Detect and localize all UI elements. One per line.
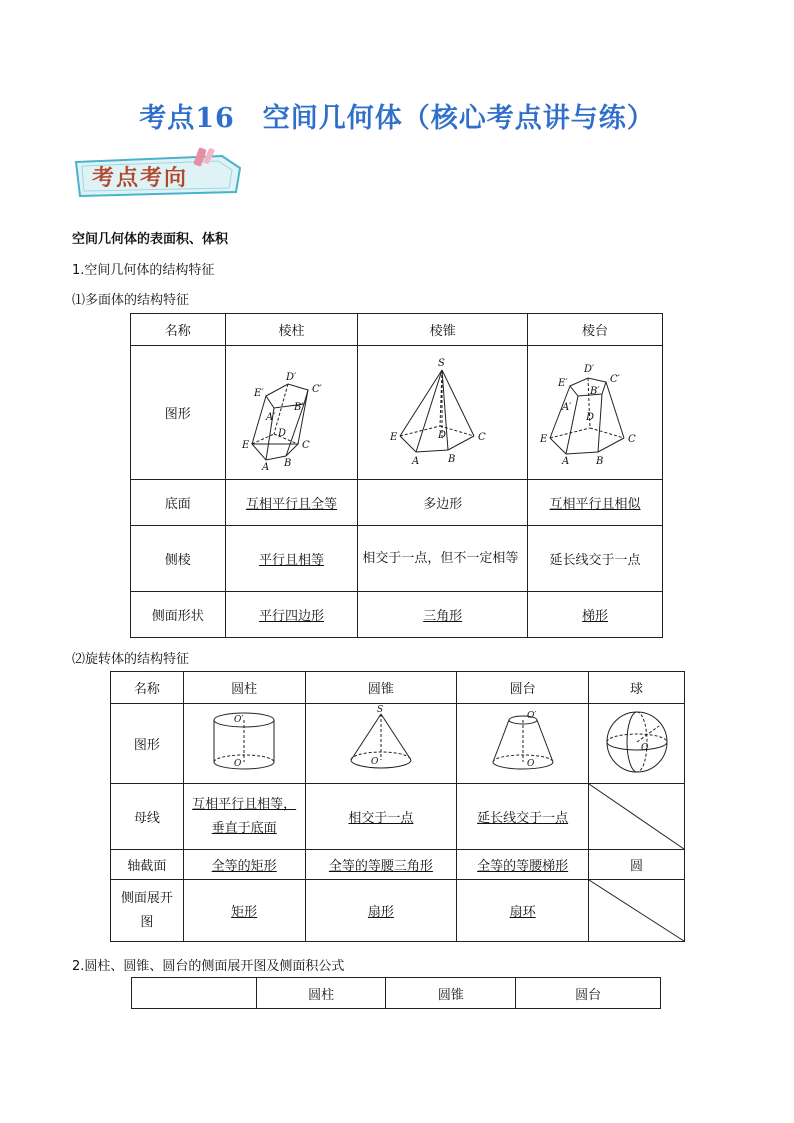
sub1-title: ⑴多面体的结构特征 xyxy=(72,293,190,308)
frustum-cone-figure-cell xyxy=(457,704,589,784)
row-label: 底面 xyxy=(131,480,226,526)
table-row xyxy=(111,850,685,880)
point-label: B′ xyxy=(294,401,305,413)
point-label: O xyxy=(370,756,379,767)
row-label: 图形 xyxy=(131,346,226,480)
point-label: D′ xyxy=(584,363,595,375)
pyramid-figure-cell xyxy=(358,346,528,480)
empty-diagonal-cell xyxy=(589,880,685,942)
table-row xyxy=(111,784,685,850)
cylinder-figure xyxy=(204,706,284,778)
point-label: C xyxy=(302,439,311,451)
cell-value: 全等的等腰三角形 xyxy=(328,859,433,874)
cell-value: 延长线交于一点 xyxy=(549,553,641,568)
point-label: C xyxy=(477,431,486,443)
polyhedron-table xyxy=(130,313,663,638)
cell-value: 扇形 xyxy=(367,905,394,920)
point-label: A′ xyxy=(562,401,572,413)
point-label: C′ xyxy=(312,383,323,395)
header-cell: 圆柱 xyxy=(256,978,386,1009)
point-label: O xyxy=(640,742,648,753)
point-label: C xyxy=(628,433,636,445)
header-cell: 球 xyxy=(589,672,685,704)
point-label: O′ xyxy=(234,714,244,725)
cell-value: 相交于一点，但不一定相等 xyxy=(362,550,519,566)
cell-value: 全等的等腰梯形 xyxy=(477,859,569,874)
header-cell: 名称 xyxy=(131,314,226,346)
table-row xyxy=(131,526,663,592)
point-label: A′ xyxy=(266,411,276,423)
cell-value: 全等的矩形 xyxy=(211,859,277,874)
table-row xyxy=(132,978,661,1009)
point-label: D xyxy=(437,429,446,441)
point-label: S xyxy=(376,704,384,715)
header-cell: 棱台 xyxy=(528,314,663,346)
row-label: 侧棱 xyxy=(131,526,226,592)
point-label: A xyxy=(262,461,270,473)
figure-row xyxy=(131,346,663,480)
figure-row xyxy=(111,704,685,784)
cone-figure-cell xyxy=(305,704,457,784)
header-cell: 名称 xyxy=(111,672,184,704)
point-label: O′ xyxy=(526,710,537,721)
point-label: B xyxy=(447,453,456,465)
table-row xyxy=(111,672,685,704)
part2-title: 2.圆柱、圆锥、圆台的侧面展开图及侧面积公式 xyxy=(72,959,345,974)
point-label: E′ xyxy=(254,387,265,399)
cell-value: 多边形 xyxy=(423,497,463,512)
frustum-figure-cell xyxy=(528,346,663,480)
point-label: E xyxy=(540,433,548,445)
cell-value: 互相平行且相等，垂直于底面 xyxy=(192,796,297,836)
row-label: 侧面形状 xyxy=(131,592,226,638)
prism-figure-cell xyxy=(225,346,358,480)
cell-value: 平行四边形 xyxy=(258,609,324,624)
point-label: B xyxy=(284,457,292,469)
cell-value: 延长线交于一点 xyxy=(477,811,569,826)
table-row xyxy=(131,314,663,346)
point-label: B xyxy=(596,455,604,467)
cell-value: 矩形 xyxy=(231,905,258,920)
point-label: D′ xyxy=(286,371,297,383)
cell-value: 扇环 xyxy=(509,905,536,920)
sphere-figure xyxy=(597,706,677,778)
point-label: D xyxy=(278,427,287,439)
header-cell: 棱柱 xyxy=(225,314,358,346)
header-cell: 棱锥 xyxy=(358,314,528,346)
cell-value: 互相平行且全等 xyxy=(245,497,337,512)
table-row xyxy=(131,592,663,638)
cell-value: 梯形 xyxy=(582,609,609,624)
rotation-solids-table xyxy=(110,671,685,942)
point-label: O xyxy=(234,758,242,769)
row-label: 图形 xyxy=(111,704,184,784)
header-cell: 圆柱 xyxy=(183,672,305,704)
point-label: E xyxy=(242,439,250,451)
point-label: A xyxy=(562,455,570,467)
badge-label: 考点考向 xyxy=(92,166,189,191)
cell-value: 互相平行且相似 xyxy=(549,497,641,512)
header-cell: 圆锥 xyxy=(386,978,516,1009)
header-cell: 圆锥 xyxy=(305,672,457,704)
point-label: D xyxy=(586,411,595,423)
sub2-title: ⑵旋转体的结构特征 xyxy=(72,652,190,667)
point-label: B′ xyxy=(590,385,600,397)
frustum-figure xyxy=(540,356,650,466)
page-title: 考点16 空间几何体（核心考点讲与练） xyxy=(139,103,655,134)
frustum-cone-figure xyxy=(483,706,563,778)
cell-value: 平行且相等 xyxy=(258,553,324,568)
table-row xyxy=(131,480,663,526)
row-label: 轴截面 xyxy=(111,850,184,880)
header-cell: 圆台 xyxy=(457,672,589,704)
point-label: E xyxy=(389,431,398,443)
point-label: O xyxy=(526,758,535,769)
empty-diagonal-cell xyxy=(589,784,685,850)
table-row xyxy=(111,880,685,942)
section-badge xyxy=(72,148,244,200)
cylinder-figure-cell xyxy=(183,704,305,784)
point-label: S xyxy=(437,357,445,369)
point-label: E′ xyxy=(558,377,568,389)
part1-title: 1.空间几何体的结构特征 xyxy=(72,263,215,278)
point-label: C′ xyxy=(610,373,620,385)
header-cell: 圆台 xyxy=(516,978,661,1009)
section-heading: 空间几何体的表面积、体积 xyxy=(72,232,229,247)
cell-value: 圆 xyxy=(630,859,644,874)
cell-value: 三角形 xyxy=(423,609,463,624)
row-label: 母线 xyxy=(111,784,184,850)
header-cell xyxy=(132,978,257,1009)
row-label: 侧面展开图 xyxy=(111,880,184,942)
cone-figure xyxy=(341,706,421,778)
cell-value: 相交于一点 xyxy=(348,811,414,826)
sphere-figure-cell xyxy=(589,704,685,784)
point-label: A xyxy=(411,455,419,467)
prism-figure xyxy=(236,356,346,473)
lateral-area-table xyxy=(131,977,661,1009)
pyramid-figure xyxy=(388,356,498,466)
